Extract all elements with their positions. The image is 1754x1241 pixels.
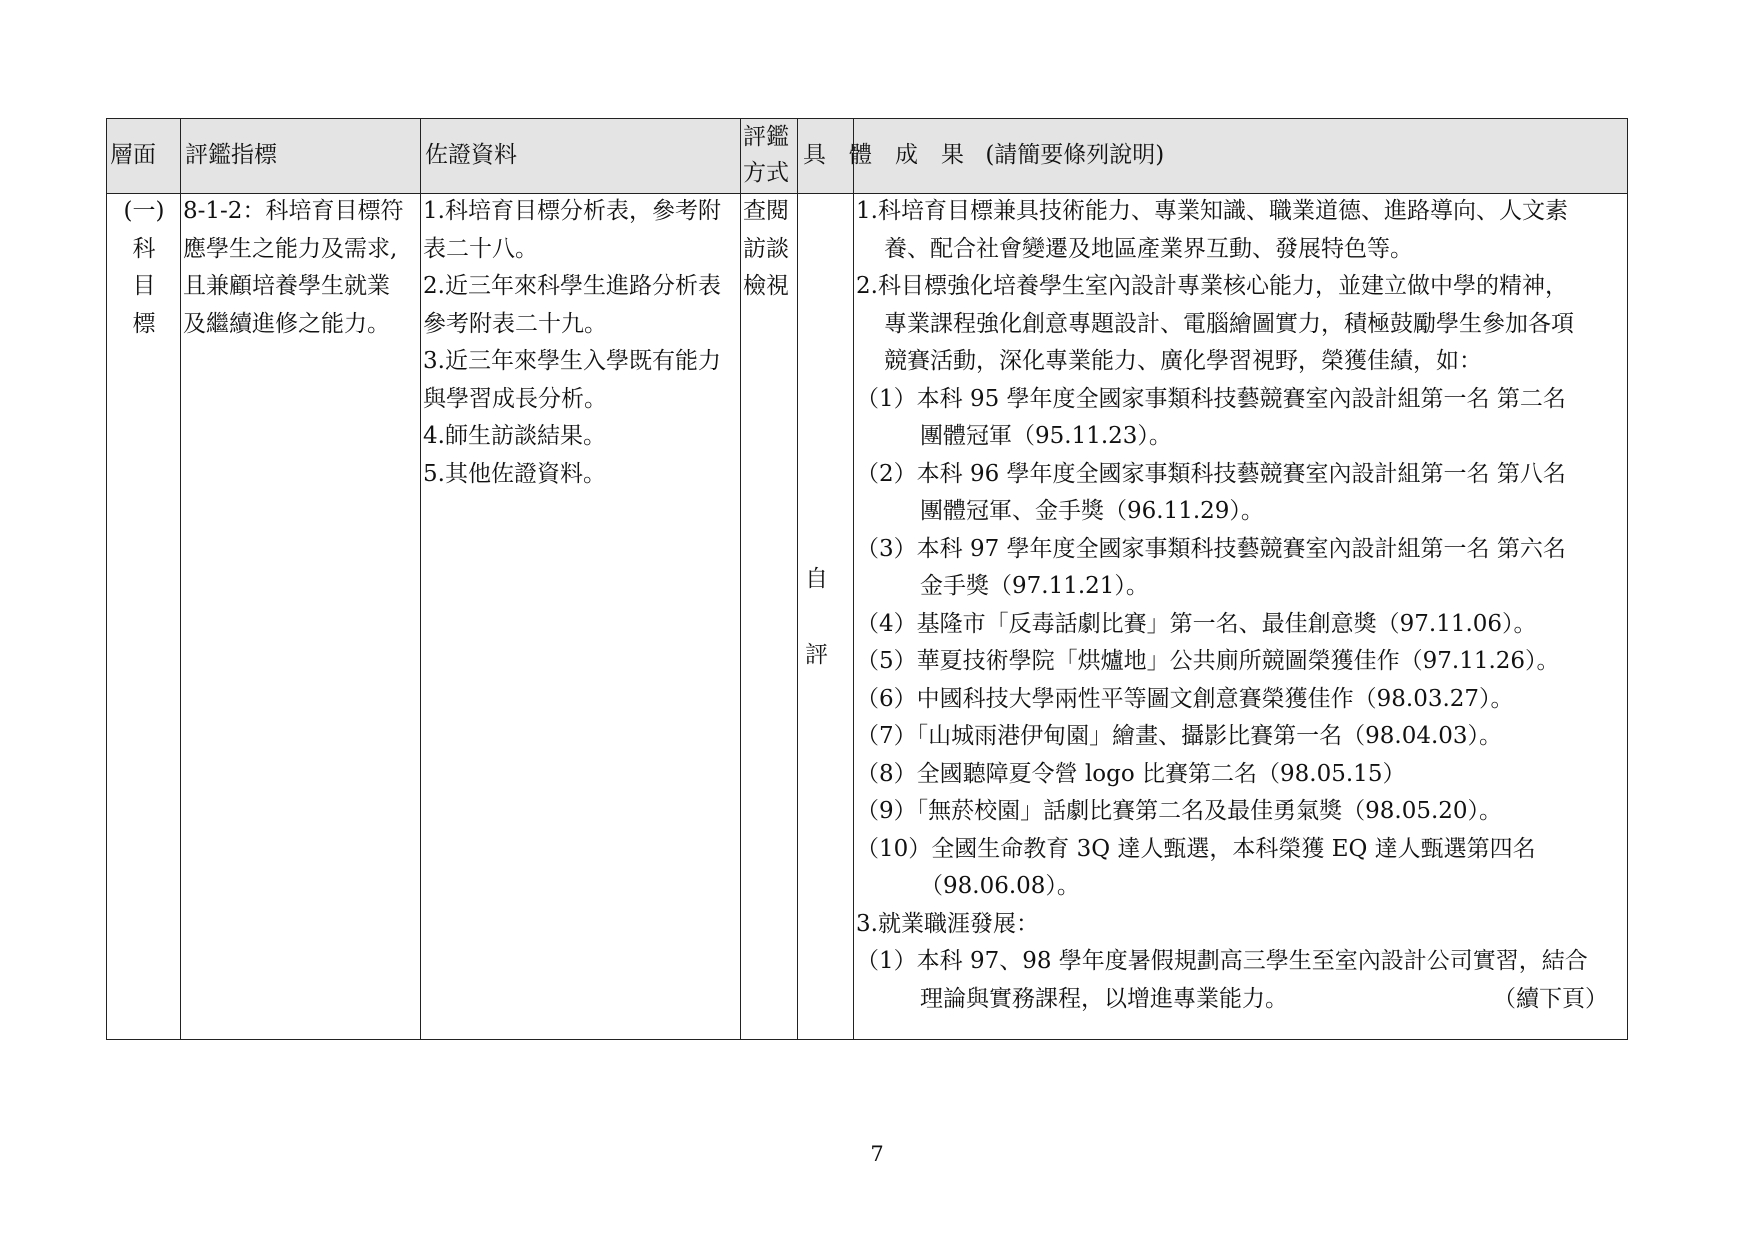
method-line: 查閱 (743, 198, 789, 224)
evidence-line: 參考附表二十九。 (423, 310, 607, 337)
result-line: 競賽活動，深化專業能力、廣化學習視野，榮獲佳績，如： (884, 348, 1482, 374)
method-line: 檢視 (743, 273, 789, 299)
result-line: 養、配合社會變遷及地區產業界互動、發展特色等。 (884, 235, 1413, 262)
evidence-line: 4.師生訪談結果。 (423, 423, 606, 449)
column-divider (740, 119, 741, 1039)
evaluation-table (106, 118, 1628, 1040)
evidence-line: 3.近三年來學生入學既有能力 (423, 348, 721, 374)
result-line: 1.科培育目標兼具技術能力、專業知識、職業道德、進路導向、人文素 (856, 198, 1568, 224)
results-cell (856, 193, 1626, 1018)
indicator-cell (183, 193, 403, 343)
column-divider (853, 119, 854, 1039)
result-line: （3）本科 97 學年度全國家事類科技藝競賽室內設計組第一名 第六名 (856, 535, 1566, 562)
result-line: （9）「無菸校園」話劇比賽第二名及最佳勇氣獎（98.05.20）。 (856, 798, 1503, 824)
header-method-line1: 評鑑 (743, 124, 789, 150)
level-line: 科 (132, 235, 156, 262)
level-line: 目 (132, 273, 156, 299)
result-line: （6）中國科技大學兩性平等圖文創意賽榮獲佳作（98.03.27）。 (856, 685, 1514, 712)
header-method-line2: 方式 (743, 160, 789, 186)
result-line: 團體冠軍（95.11.23）。 (920, 423, 1172, 449)
indicator-line: 8-1-2：科培育目標符 (183, 198, 404, 224)
method-cell (743, 193, 789, 306)
method-line: 訪談 (743, 235, 789, 262)
evidence-line: 與學習成長分析。 (423, 385, 607, 412)
level-cell (109, 193, 179, 343)
result-line: （98.06.08）。 (920, 873, 1080, 899)
header-results-title: 具 體 成 果 (803, 142, 964, 168)
result-line: （10）全國生命教育 3Q 達人甄選，本科榮獲 EQ 達人甄選第四名 (856, 835, 1536, 862)
result-line: （續下頁） 理論與實務課程，以增進專業能力。 (856, 981, 1626, 1019)
level-line: (一) (123, 198, 165, 224)
evidence-line: 2.近三年來科學生進路分析表 (423, 273, 721, 299)
indicator-line: 且兼顧培養學生就業 (183, 273, 390, 299)
result-line: 團體冠軍、金手獎（96.11.29）。 (920, 498, 1264, 524)
result-line: 2.科目標強化培養學生室內設計專業核心能力，並建立做中學的精神， (856, 273, 1568, 299)
header-method (743, 119, 789, 191)
self-eval-char: 評 (805, 642, 828, 668)
result-line: （7）「山城雨港伊甸園」繪畫、攝影比賽第一名（98.04.03）。 (856, 723, 1503, 749)
level-line: 標 (132, 310, 156, 337)
indicator-line: 及繼續進修之能力。 (183, 310, 390, 337)
result-line: 專業課程強化創意專題設計、電腦繪圖實力，積極鼓勵學生參加各項 (884, 310, 1574, 337)
result-line: （1）本科 97、98 學年度暑假規劃高三學生至室內設計公司實習，結合 (856, 948, 1588, 974)
header-results (803, 137, 1164, 174)
column-divider (180, 119, 181, 1039)
evidence-line: 5.其他佐證資料。 (423, 460, 606, 487)
result-line: （5）華夏技術學院「烘爐地」公共廁所競圖榮獲佳作（97.11.26）。 (856, 648, 1560, 674)
header-results-note: (請簡要條列說明) (985, 142, 1165, 168)
column-divider (797, 119, 798, 1039)
result-line: 3.就業職涯發展： (856, 910, 1039, 937)
column-divider (420, 119, 421, 1039)
header-level: 層面 (110, 142, 156, 168)
indicator-line: 應學生之能力及需求, (183, 235, 398, 262)
result-line: 金手獎（97.11.21）。 (920, 573, 1149, 599)
header-indicator: 評鑑指標 (185, 142, 277, 168)
evidence-line: 1.科培育目標分析表，參考附 (423, 198, 721, 224)
result-line: （2）本科 96 學年度全國家事類科技藝競賽室內設計組第一名 第八名 (856, 460, 1566, 487)
evidence-line: 表二十八。 (423, 235, 538, 262)
evidence-cell (423, 193, 721, 493)
self-eval-char: 自 (805, 566, 828, 592)
result-line: （1）本科 95 學年度全國家事類科技藝競賽室內設計組第一名 第二名 (856, 385, 1566, 412)
page-number: 7 (870, 1142, 884, 1166)
result-line: （4）基隆市「反毒話劇比賽」第一名、最佳創意獎（97.11.06）。 (856, 610, 1537, 637)
header-evidence: 佐證資料 (425, 142, 517, 168)
result-line: （8）全國聽障夏令營 logo 比賽第二名（98.05.15） (856, 760, 1406, 787)
continued-note: （續下頁） (1493, 985, 1608, 1012)
